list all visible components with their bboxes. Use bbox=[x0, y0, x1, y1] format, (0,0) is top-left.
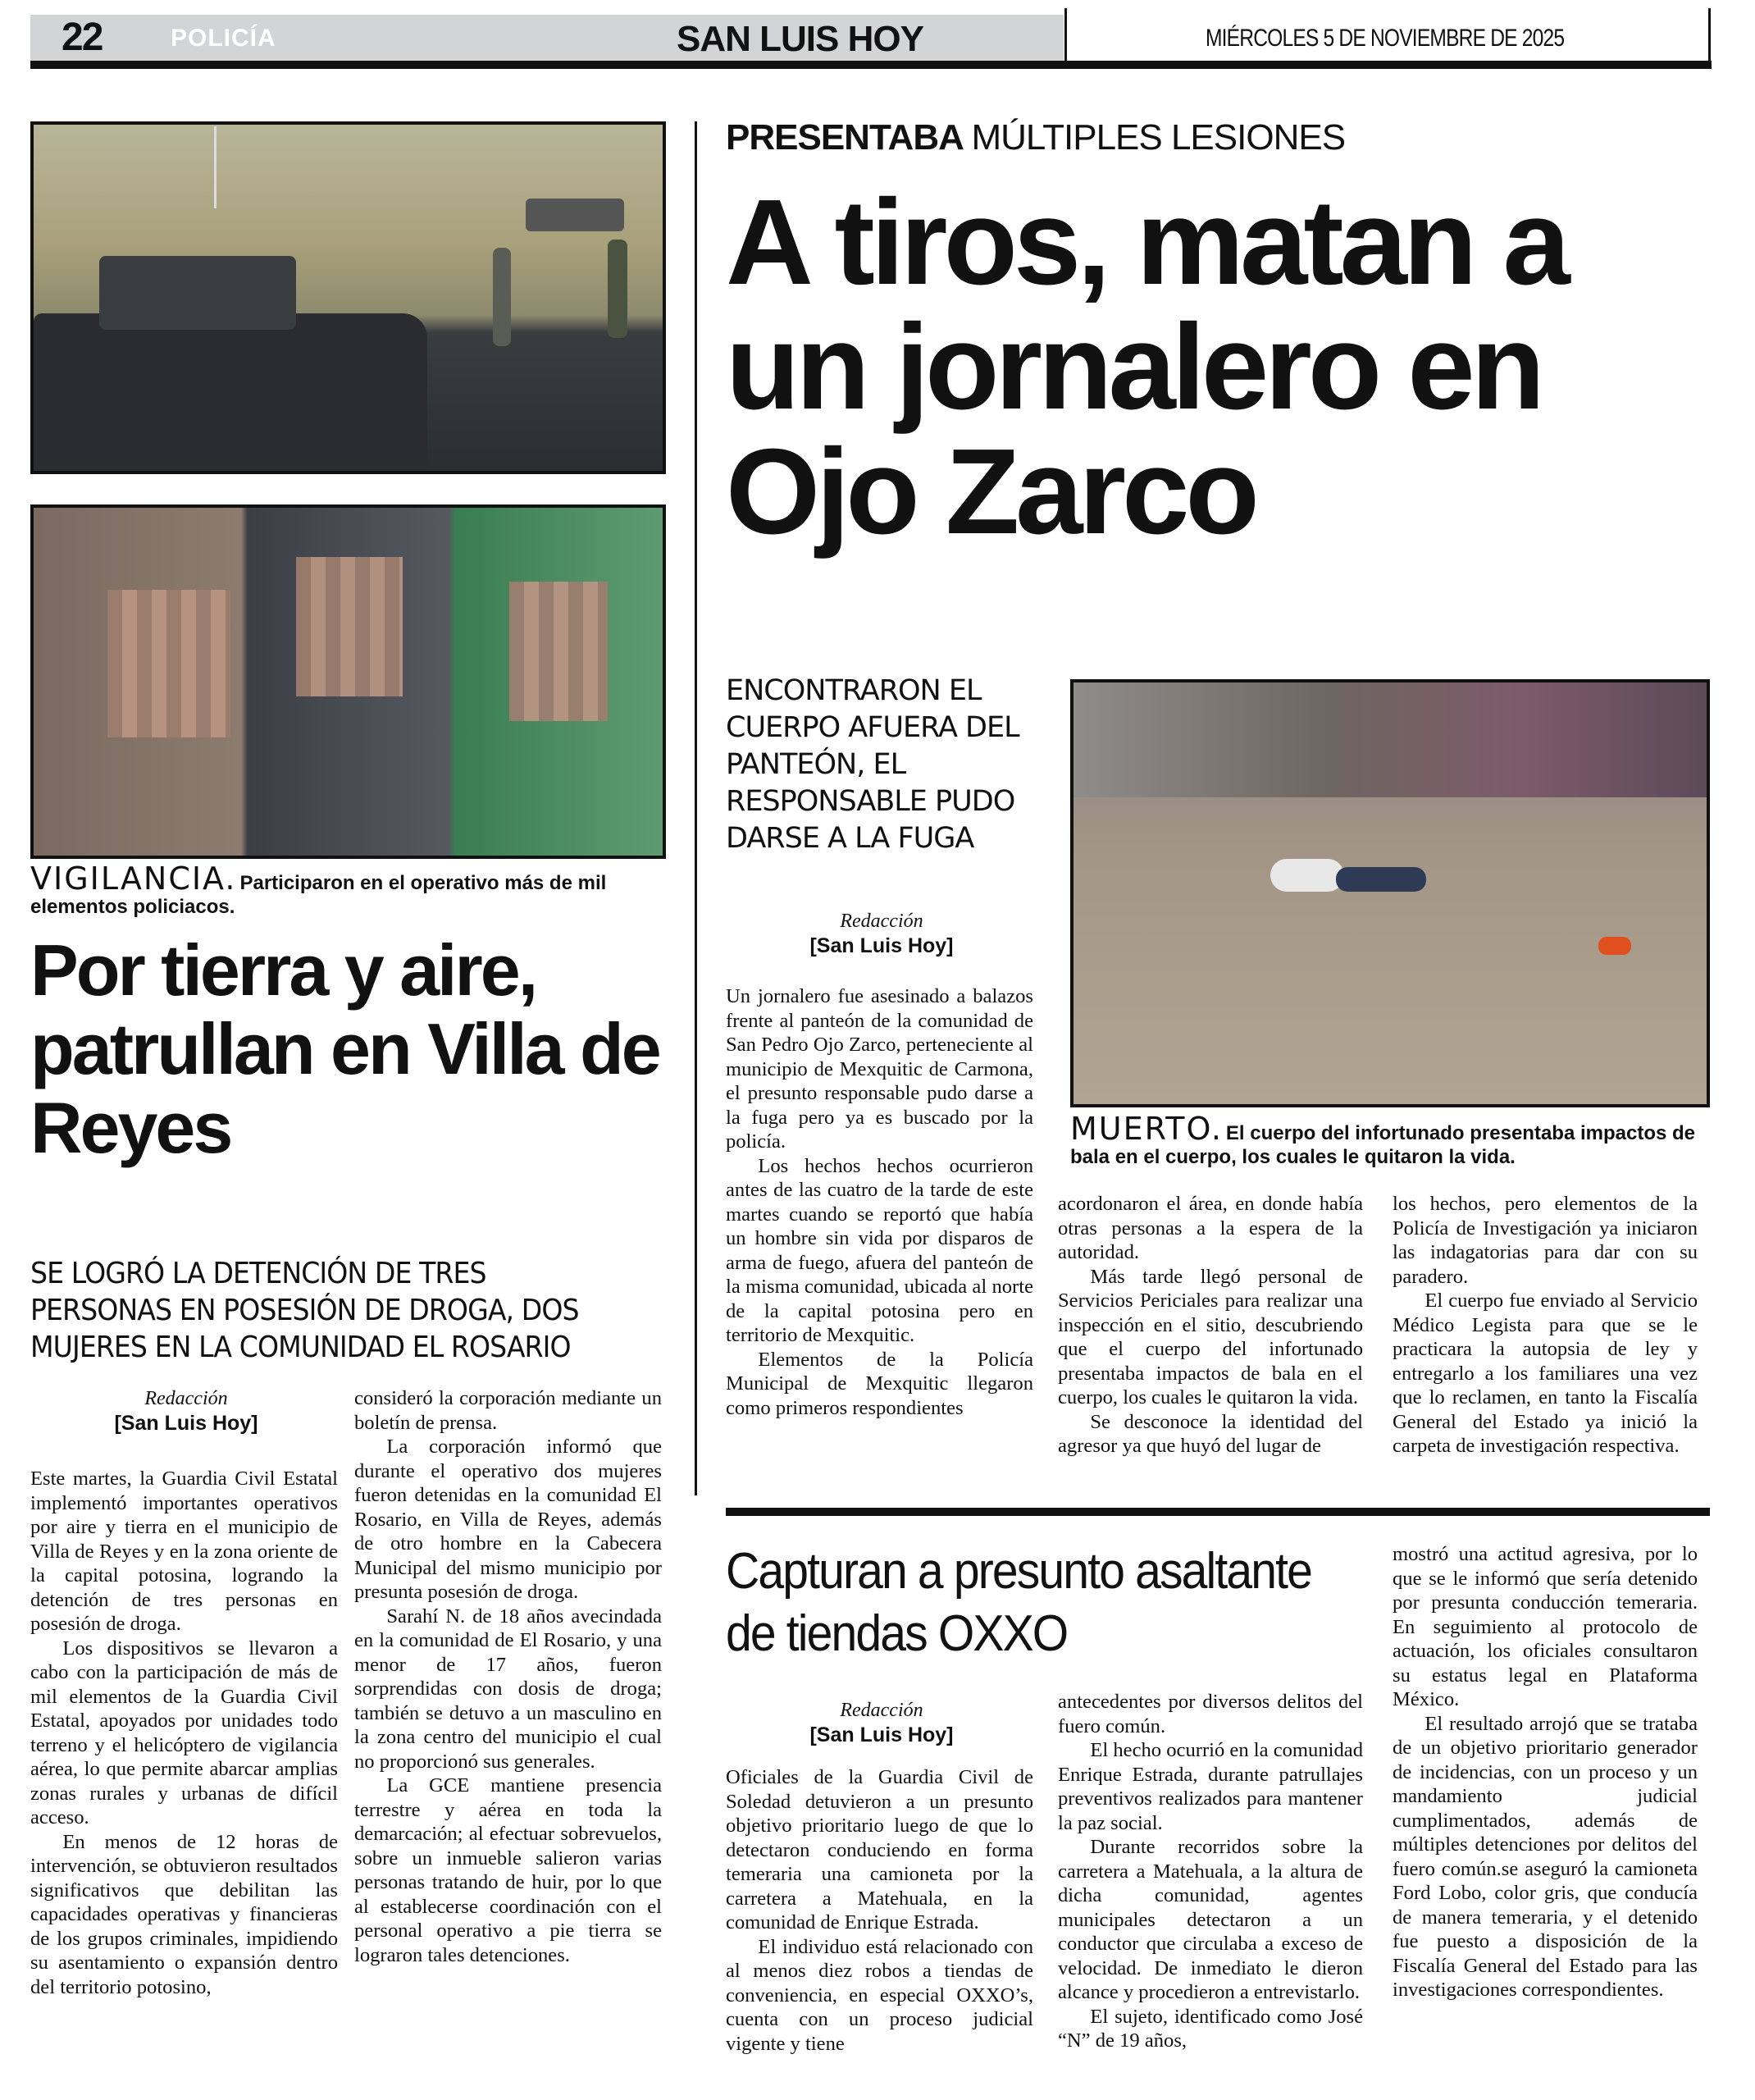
body-column bbox=[726, 1765, 1033, 2056]
newspaper-name: SAN LUIS HOY bbox=[677, 19, 923, 59]
photo-crime-scene bbox=[1070, 679, 1710, 1107]
subheadline-villa-de-reyes: SE LOGRÓ LA DETENCIÓN DE TRES PERSONAS EN POSESIÓN DE DROGA, DOS MUJERES EN LA COMUNIDAD EL ROSARIO bbox=[30, 1257, 579, 1364]
header-divider bbox=[1064, 8, 1067, 62]
caption-kicker: VIGILANCIA. bbox=[30, 861, 237, 897]
paragraph: Sarahí N. de 18 años avecindada en la comunidad de El Rosario, y una menor de 17 años, fueron sorprendidas con dosis de droga; también se detuvo a un masculino en la zona centro del municipio el cual no proporcionó sus generales. bbox=[354, 1605, 662, 1773]
body-column bbox=[1393, 1542, 1698, 2002]
paragraph: Oficiales de la Guardia Civil de Soledad detuvieron a un presunto objetivo prioritario luego de que lo detectaron conduciendo en forma temeraria una camioneta por la carretera a Matehuala, en la comunidad de Enrique Estrada. bbox=[726, 1766, 1033, 1933]
photo-caption bbox=[1070, 1112, 1718, 1169]
paragraph: los hechos, pero elementos de la Policía de Investigación ya iniciaron las indagatorias para dar con su paradero. bbox=[1393, 1193, 1698, 1288]
paragraph: Este martes, la Guardia Civil Estatal implementó importantes operativos por aire y tierra en el municipio de Villa de Reyes y en la zona oriente de la capital potosina, logrando la detención de tres personas en posesión de droga. bbox=[30, 1468, 338, 1635]
kicker bbox=[726, 115, 1345, 161]
byline bbox=[30, 1386, 342, 1436]
paragraph: Durante recorridos sobre la carretera a Matehuala, a la altura de dicha comunidad, agentes municipales detectaron a un conductor que circulaba a exceso de velocidad. De inmediato le dieron alcance y procedieron a entrevistarlo. bbox=[1058, 1836, 1363, 2003]
paragraph: En menos de 12 horas de intervención, se obtuvieron resultados significativos que debilitan las capacidades operativas y financieras de los grupos criminales, impidiendo su asentamiento o expansión dentro del territorio potosino, bbox=[30, 1830, 338, 1998]
paragraph: El cuerpo fue enviado al Servicio Médico Legista para que se le practicara la autopsia de ley y entregarlo a los familiares una vez que lo reclamen, en tanto la Fiscalía General del Estado ya inició la carpeta de investigación respectiva. bbox=[1393, 1290, 1698, 1457]
column-divider bbox=[695, 121, 697, 1495]
paragraph: Los dispositivos se llevaron a cabo con la participación de más de mil elementos de la Guardia Civil Estatal, apoyados por unidades todo terreno y el helicóptero de vigilancia aérea, lo que permite abarcar amplias zonas rurales y urbanas de difícil acceso. bbox=[30, 1637, 338, 1828]
caption-kicker: MUERTO. bbox=[1070, 1111, 1223, 1147]
subheadline-ojo-zarco: ENCONTRARON EL CUERPO AFUERA DEL PANTEÓN, EL RESPONSABLE PUDO DARSE A LA FUGA bbox=[726, 674, 1019, 855]
paragraph: consideró la corporación mediante un boletín de prensa. bbox=[354, 1387, 662, 1434]
byline-role: Redacción bbox=[144, 1388, 228, 1409]
paragraph: El hecho ocurrió en la comunidad Enrique Estrada, durante patrullajes preventivos realizados para mantener la paz social. bbox=[1058, 1739, 1363, 1834]
byline-role: Redacción bbox=[840, 911, 923, 932]
body-column bbox=[726, 984, 1033, 1420]
kicker-light: MÚLTIPLES LESIONES bbox=[971, 117, 1346, 158]
paragraph: mostró una actitud agresiva, por lo que se le informó que sería detenido por presunta conducción temeraria. En seguimiento al protocolo de actuación, los oficiales consultaron su estatus legal en Plataforma México. bbox=[1393, 1543, 1698, 1710]
caption-text: El cuerpo del infortunado presentaba impactos de bala en el cuerpo, los cuales le quitaron la vida. bbox=[1070, 1122, 1696, 1168]
paragraph: Los hechos hechos ocurrieron antes de las cuatro de la tarde de este martes cuando se reportó que había un hombre sin vida por disparos de arma de fuego, afuera del panteón de la misma comunidad, ubicada al norte de la capital potosina pero en territorio de Mexquitic. bbox=[726, 1154, 1033, 1346]
paragraph: Más tarde llegó personal de Servicios Periciales para realizar una inspección en el sitio, descubriendo que el cuerpo del infortunado presentaba impactos de bala en el cuerpo, los cuales le quitaron la vida. bbox=[1058, 1265, 1363, 1408]
paragraph: El sujeto, identificado como José “N” de 19 años, bbox=[1058, 2005, 1363, 2052]
photo-detainees bbox=[30, 504, 666, 859]
byline bbox=[726, 909, 1037, 958]
body-column bbox=[1058, 1192, 1363, 1459]
byline-org: [San Luis Hoy] bbox=[114, 1412, 258, 1435]
paragraph: Se desconoce la identidad del agresor ya que huyó del lugar de bbox=[1058, 1410, 1363, 1457]
body-column bbox=[30, 1467, 338, 1999]
photo-caption bbox=[30, 861, 670, 919]
headline-villa-de-reyes: Por tierra y aire, patrullan en Villa de Reyes bbox=[30, 929, 659, 1168]
paragraph: acordonaron el área, en donde había otras personas a la espera de la autoridad. bbox=[1058, 1193, 1363, 1263]
paragraph: La corporación informó que durante el operativo dos mujeres fueron detenidas en la comunidad El Rosario, en Villa de Reyes, además de otro hombre en la Cabecera Municipal del mismo municipio por presunta posesión de droga. bbox=[354, 1436, 662, 1603]
paragraph: La GCE mantiene presencia terrestre y aérea en toda la demarcación; al efectuar sobrevuelos, sobre un inmueble salieron varias personas tratando de huir, por lo que al establecerse coordinación con el personal operativo a pie tierra se lograron tales detenciones. bbox=[354, 1774, 662, 1966]
body-column bbox=[354, 1386, 662, 1967]
headline-ojo-zarco: A tiros, matan a un jornalero en Ojo Zarco bbox=[726, 175, 1566, 559]
header-divider-right bbox=[1708, 8, 1711, 62]
caption-text: Participaron en el operativo más de mil elementos policiacos. bbox=[30, 872, 607, 918]
section-label: POLICÍA bbox=[171, 25, 276, 52]
page-number: 22 bbox=[62, 16, 103, 59]
byline-org: [San Luis Hoy] bbox=[809, 1723, 954, 1746]
paragraph: El resultado arrojó que se trataba de un objetivo prioritario generador de incidencias, con un proceso y un mandamiento judicial cumplimentados, además de múltiples detenciones por delitos del fuero común.se aseguró la camioneta Ford Lobo, color gris, que conducía de manera temeraria, y el detenido fue puesto a disposición de la Fiscalía General del Estado para las investigaciones correspondientes. bbox=[1393, 1712, 1698, 2001]
section-rule bbox=[726, 1508, 1710, 1516]
headline-oxxo: Capturan a presunto asaltante de tiendas OXXO bbox=[726, 1543, 1312, 1662]
photo-armored-vehicle bbox=[30, 121, 666, 474]
paragraph: El individuo está relacionado con al menos diez robos a tiendas de conveniencia, en especial OXXO’s, cuenta con un proceso judicial vigente y tiene bbox=[726, 1935, 1033, 2055]
paragraph: Elementos de la Policía Municipal de Mexquitic llegaron como primeros respondientes bbox=[726, 1348, 1033, 1419]
kicker-bold: PRESENTABA bbox=[726, 117, 963, 158]
byline bbox=[726, 1698, 1037, 1747]
paragraph: Un jornalero fue asesinado a balazos frente al panteón de la comunidad de San Pedro Ojo Zarco, perteneciente al municipio de Mexquitic de Carmona, el presunto responsable pudo darse a la fuga pero ya es buscado por la policía. bbox=[726, 985, 1033, 1153]
body-column bbox=[1393, 1192, 1698, 1459]
header-rule bbox=[30, 61, 1712, 69]
paragraph: antecedentes por diversos delitos del fuero común. bbox=[1058, 1691, 1363, 1737]
byline-org: [San Luis Hoy] bbox=[809, 934, 954, 957]
byline-role: Redacción bbox=[840, 1700, 923, 1721]
issue-date: MIÉRCOLES 5 DE NOVIEMBRE DE 2025 bbox=[1206, 25, 1565, 52]
body-column bbox=[1058, 1690, 1363, 2053]
